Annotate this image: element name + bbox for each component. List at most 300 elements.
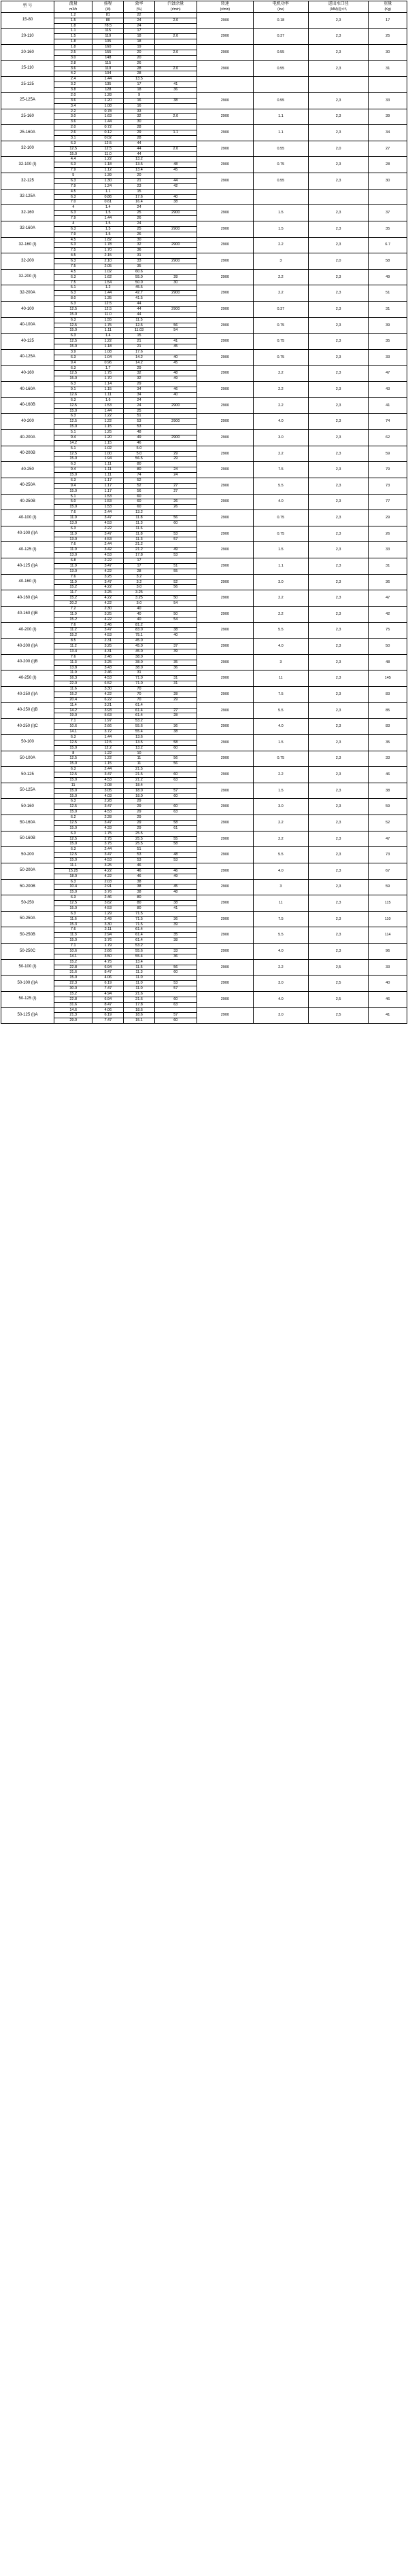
table-row [1,734,407,740]
cell-eff: 13.5 [124,162,155,168]
cell-head: 3.47 [92,628,124,633]
cell-head: 1.15 [92,387,124,393]
cell-eff: 21 [124,178,155,183]
cell-flow: 3.0 [54,114,92,120]
cell-head: 3.50 [92,954,124,959]
cell-npsh [154,39,197,45]
cell-npsh [154,799,197,804]
cell-head: 2.22 [92,558,124,564]
cell-eff: 18 [124,39,155,45]
pump-model-cell: 32-100 (I) [1,157,54,173]
cell-flow: 22.8 [54,997,92,1002]
pump-model-cell: 40-160 [1,365,54,382]
cell-speed [197,189,253,205]
cell-npsh [154,125,197,130]
cell-power: 3 [254,654,309,670]
cell-flow: 12.5 [54,323,92,328]
cell-eff: 12.5 [124,323,155,328]
cell-water: 2,5 [308,991,369,1007]
cell-eff: 17 [124,563,155,569]
cell-water: 2,5 [308,1007,369,1024]
cell-flow: 7.9 [54,232,92,237]
cell-npsh: 48 [154,162,197,168]
cell-npsh [154,221,197,226]
cell-head: 1.15 [92,425,124,430]
cell-head: 0.86 [92,194,124,200]
cell-eff: 20 [124,173,155,179]
cell-npsh: 40 [154,194,197,200]
cell-head: 1.63 [92,114,124,120]
cell-head: 1.02 [92,269,124,274]
cell-head: 1.94 [92,457,124,462]
cell-water: 2,3 [308,302,369,318]
cell-eff: 29 [124,799,155,804]
pump-model-cell: 50-100A [1,751,54,767]
cell-npsh: 2.0 [154,50,197,55]
column-header-5: 转速 (r/min) [197,1,253,13]
cell-water: 2,3 [308,702,369,719]
pump-model-cell: 32-125A [1,189,54,205]
cell-head: 115 [92,60,124,66]
cell-head: 4.22 [92,569,124,574]
cell-weight: 47 [369,590,407,607]
cell-head: 1.22 [92,339,124,344]
cell-weight: 36 [369,574,407,590]
column-header-8: 重量 (Kg) [369,1,407,13]
pump-model-cell: 25-110 [1,60,54,77]
cell-eff: 34 [124,387,155,393]
cell-head: 3.62 [92,901,124,906]
pump-spec-table [1,1,407,1024]
cell-flow: 7.9 [54,216,92,221]
cell-npsh: 60 [154,997,197,1002]
cell-head: 4.22 [92,617,124,622]
cell-flow: 15.0 [54,488,92,494]
cell-speed: 2900 [197,125,253,141]
cell-npsh [154,216,197,221]
pump-model-cell: 50-160 [1,799,54,815]
table-row [1,302,407,307]
cell-flow: 13.0 [54,520,92,526]
table-row [1,959,407,965]
cell-flow: 15.0 [54,473,92,478]
cell-eff: 53 [124,858,155,863]
cell-speed: 2900 [197,863,253,879]
cell-npsh: 60 [154,745,197,751]
cell-head: 1.11 [92,467,124,473]
cell-flow: 8 [54,751,92,756]
cell-head: 1.79 [92,944,124,949]
cell-head: 0.72 [92,125,124,130]
cell-flow: 7.1 [54,944,92,949]
cell-eff: 11.5 [124,317,155,323]
cell-water: 2,3 [308,510,369,526]
cell-weight: 42 [369,606,407,622]
cell-npsh [154,425,197,430]
table-row [1,269,407,274]
cell-npsh: 44 [154,178,197,183]
cell-head: 4.94 [92,991,124,997]
cell-speed: 2900 [197,719,253,735]
cell-speed: 2900 [197,253,253,270]
cell-head: 4.06 [92,1007,124,1013]
cell-npsh: 28 [154,274,197,280]
cell-eff: 18.0 [124,788,155,793]
cell-speed: 2900 [197,911,253,927]
cell-head: 2.28 [92,799,124,804]
cell-flow: 12.5 [54,451,92,457]
cell-npsh: 2900 [154,419,197,425]
cell-flow: 6.3 [54,911,92,916]
cell-head: 11.0 [92,151,124,157]
cell-eff: 75.1 [124,633,155,639]
cell-head: 1.20 [92,98,124,103]
cell-flow: 6.3 [54,302,92,307]
cell-flow: 15.0 [54,312,92,317]
cell-water: 2,3 [308,92,369,109]
cell-npsh: 27 [154,488,197,494]
cell-npsh: 38 [154,200,197,205]
cell-npsh: 26 [154,499,197,505]
cell-eff: 53 [124,419,155,425]
cell-npsh [154,55,197,60]
cell-flow: 5.1 [54,285,92,291]
cell-npsh [154,751,197,756]
cell-flow: 13.0 [54,553,92,558]
cell-head: 2.91 [92,884,124,890]
cell-eff: 45.0 [124,644,155,649]
cell-eff: 51 [124,414,155,419]
cell-water: 2,3 [308,654,369,670]
cell-power: 0.75 [254,349,309,365]
cell-flow: 7.5 [54,280,92,285]
cell-speed: 2900 [197,526,253,542]
cell-eff: 41.5 [124,296,155,302]
cell-npsh [154,911,197,916]
cell-speed: 2900 [197,606,253,622]
cell-flow: 13.0 [54,569,92,574]
cell-eff: 52 [124,483,155,488]
cell-head: 3.93 [92,708,124,713]
cell-water: 2,3 [308,831,369,847]
cell-npsh: 56 [154,756,197,762]
cell-flow: 1.5 [54,18,92,23]
cell-head: 128 [92,88,124,93]
cell-power: 1.5 [254,734,309,751]
cell-flow: 15.0 [54,976,92,981]
cell-speed: 2900 [197,574,253,590]
cell-flow: 6.3 [54,334,92,339]
cell-weight: 17 [369,12,407,29]
cell-npsh: 49 [154,874,197,879]
cell-eff: 80 [124,467,155,473]
cell-npsh: 38 [154,901,197,906]
table-row [1,510,407,516]
cell-eff: 61.4 [124,702,155,708]
cell-power: 3.0 [254,799,309,815]
cell-speed: 2900 [197,414,253,430]
cell-npsh: 41 [154,906,197,911]
table-row [1,847,407,853]
cell-flow: 15.2 [54,959,92,965]
cell-eff: 24 [124,221,155,226]
cell-speed: 2900 [197,92,253,109]
cell-head: 8.47 [92,1002,124,1007]
cell-power: 2.2 [254,767,309,783]
cell-npsh: 2.0 [154,66,197,71]
cell-head: 2.28 [92,815,124,821]
table-row [1,927,407,933]
cell-eff: 55.0 [124,274,155,280]
cell-water: 2,3 [308,285,369,302]
cell-head: 3.47 [92,563,124,569]
cell-eff: 29 [124,815,155,821]
pump-model-cell: 40-160 (I)A [1,590,54,607]
cell-eff: 11.8 [124,516,155,521]
cell-speed: 2900 [197,847,253,863]
cell-eff: 5.0 [124,446,155,451]
cell-head: 2.05 [92,264,124,269]
cell-flow: 11.3 [54,933,92,938]
cell-head: 2.44 [92,847,124,853]
cell-weight: 28 [369,157,407,173]
cell-head: 81 [92,12,124,18]
cell-eff: 11.3 [124,970,155,976]
table-header [1,1,407,13]
cell-power: 5.5 [254,622,309,639]
cell-npsh: 61 [154,825,197,831]
cell-head: 3.47 [92,516,124,521]
cell-power: 4.0 [254,639,309,655]
cell-eff: 13.4 [124,959,155,965]
cell-flow: 15.0 [54,810,92,815]
cell-head: 4.22 [92,601,124,607]
cell-flow: 20.4 [54,697,92,702]
cell-weight: 51 [369,285,407,302]
cell-head: 4.53 [92,777,124,783]
pump-model-cell: 40-250 (I)B [1,702,54,719]
cell-power [254,77,309,93]
table-row [1,237,407,243]
cell-flow: 8.5 [54,639,92,644]
cell-speed: 2900 [197,783,253,799]
cell-flow: 6.3 [54,799,92,804]
cell-eff: 24 [124,205,155,211]
cell-head: 2.15 [92,253,124,259]
cell-flow: 15.0 [54,788,92,793]
cell-npsh: 2900 [154,243,197,248]
cell-head: 1.20 [92,435,124,440]
cell-head: 4.53 [92,553,124,558]
cell-npsh: 51 [154,563,197,569]
pump-model-cell: 50-200B [1,879,54,895]
table-row [1,382,407,387]
cell-flow: 7.1 [54,719,92,724]
cell-npsh: 60 [154,1018,197,1024]
cell-water: 2,3 [308,414,369,430]
cell-eff: 18.6 [124,1013,155,1018]
cell-speed: 2900 [197,382,253,398]
cell-water: 2,3 [308,590,369,607]
cell-flow: 6.3 [54,847,92,853]
cell-weight: 35 [369,221,407,237]
cell-eff: 11.03 [124,328,155,334]
cell-npsh: 27 [154,483,197,488]
cell-flow: 15.0 [54,151,92,157]
cell-npsh: 53 [154,531,197,537]
cell-eff: 17.6 [124,349,155,355]
cell-npsh: 38 [154,938,197,944]
cell-npsh [154,622,197,628]
cell-eff: 21.2 [124,542,155,548]
cell-eff: 71.5 [124,922,155,927]
cell-eff: 28 [124,66,155,71]
cell-speed: 2900 [197,12,253,29]
cell-speed: 2900 [197,510,253,526]
cell-npsh: 38 [154,730,197,735]
cell-head: 1.7 [92,365,124,371]
cell-head: 3.47 [92,820,124,825]
table-row [1,205,407,211]
cell-eff: 31 [124,253,155,259]
cell-speed: 2900 [197,29,253,45]
cell-head: 1.39 [92,173,124,179]
cell-npsh [154,430,197,435]
cell-eff: 5.0 [124,451,155,457]
cell-eff: 53 [124,853,155,858]
cell-flow: 4.5 [54,237,92,243]
cell-flow: 6.3 [54,478,92,483]
cell-weight: 79 [369,462,407,478]
cell-eff: 21.2 [124,777,155,783]
cell-flow: 15.0 [54,344,92,350]
cell-weight: 85 [369,702,407,719]
table-row [1,702,407,708]
cell-flow: 6.3 [54,243,92,248]
cell-head: 1.25 [92,430,124,435]
cell-weight: 31 [369,302,407,318]
cell-eff: 3.0 [124,585,155,590]
cell-flow: 4.4 [54,157,92,162]
cell-npsh [154,189,197,194]
cell-head: 1.75 [92,323,124,328]
cell-flow: 3.1 [54,135,92,141]
cell-flow: 15.0 [54,745,92,751]
cell-eff: 52 [124,478,155,483]
cell-eff: 55.4 [124,730,155,735]
cell-head: 135 [92,82,124,88]
cell-flow: 15.2 [54,692,92,697]
pump-model-cell: 40-125 [1,334,54,350]
cell-eff: 28 [124,569,155,574]
cell-flow: 3.8 [54,88,92,93]
cell-power: 2.2 [254,590,309,607]
cell-eff: 25.5 [124,831,155,836]
cell-flow: 6.3 [54,178,92,183]
pump-model-cell: 25-125 [1,77,54,93]
cell-power: 0.75 [254,510,309,526]
cell-npsh: 57 [154,1013,197,1018]
cell-flow: 15.0 [54,938,92,944]
cell-npsh [154,285,197,291]
cell-weight: 49 [369,269,407,285]
cell-speed: 2900 [197,558,253,575]
cell-head: 3.21 [92,702,124,708]
cell-weight: 34 [369,125,407,141]
cell-head: 1.4 [92,205,124,211]
cell-head: 155 [92,50,124,55]
cell-npsh [154,959,197,965]
cell-speed: 2900 [197,173,253,190]
cell-npsh: 35 [154,660,197,665]
cell-eff: 26 [124,60,155,66]
cell-speed: 2900 [197,959,253,976]
cell-flow: 12.5 [54,756,92,762]
cell-npsh [154,654,197,660]
cell-flow: 13.8 [54,665,92,670]
cell-eff: 21.5 [124,772,155,778]
cell-weight: 41 [369,397,407,414]
cell-npsh [154,478,197,483]
pump-model-cell: 40-200B [1,446,54,462]
cell-head: 1.17 [92,488,124,494]
cell-eff: 40 [124,611,155,617]
cell-npsh [154,109,197,114]
pump-model-cell: 32-100 [1,141,54,157]
cell-speed [197,77,253,93]
cell-npsh: 58 [154,820,197,825]
cell-weight: 83 [369,719,407,735]
cell-npsh: 57 [154,537,197,542]
cell-flow: 12.5 [54,804,92,810]
pump-model-cell: 40-200 (I)B [1,654,54,670]
cell-head: 2.44 [92,542,124,548]
table-row [1,462,407,467]
cell-flow: 11 [54,783,92,788]
cell-flow: 13.4 [54,649,92,654]
cell-water: 2,3 [308,847,369,863]
cell-water: 2,3 [308,895,369,912]
cell-npsh [154,414,197,419]
cell-eff: 32 [124,243,155,248]
cell-head: 1.30 [92,178,124,183]
cell-npsh: 60 [154,804,197,810]
cell-power: 4.0 [254,719,309,735]
pump-model-cell: 40-160A [1,382,54,398]
cell-power: 2.2 [254,269,309,285]
cell-npsh: 41 [154,339,197,344]
cell-power: 0.75 [254,157,309,173]
cell-flow: 12.6 [54,392,92,397]
cell-flow: 18.0 [54,874,92,879]
cell-water: 2,3 [308,12,369,29]
cell-water: 2,3 [308,815,369,831]
cell-npsh: 30 [154,280,197,285]
cell-flow: 15.0 [54,777,92,783]
cell-flow: 5.1 [54,430,92,435]
cell-head: 1.6 [92,397,124,403]
cell-eff: 53.2 [124,719,155,724]
cell-npsh [154,141,197,146]
cell-speed: 2900 [197,334,253,350]
cell-npsh: 58 [154,842,197,847]
cell-head: 1.15 [92,440,124,446]
cell-speed: 2900 [197,991,253,1007]
cell-npsh [154,831,197,836]
cell-weight: 48 [369,654,407,670]
cell-head: 1.53 [92,494,124,499]
cell-npsh: 56 [154,762,197,767]
